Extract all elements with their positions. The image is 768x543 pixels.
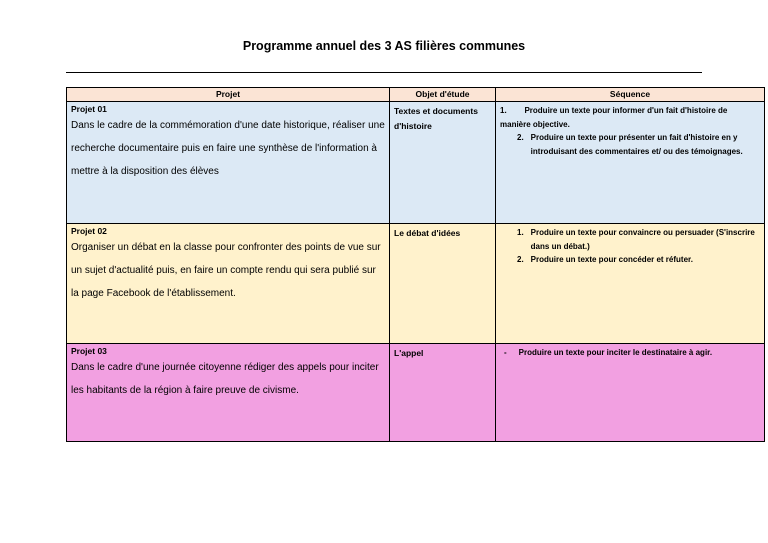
sequence-number: 1. — [517, 228, 524, 237]
header-row — [67, 88, 765, 102]
table-row — [67, 102, 765, 224]
sequence-cell — [496, 344, 765, 442]
sequence-number: 1. — [500, 106, 507, 115]
projet-label: Projet 02 — [71, 226, 107, 236]
sequence-number: 2. — [517, 133, 524, 142]
projet-description: Organiser un débat en la classe pour confronter des points de vue sur un sujet d'actualité puis, en faire un compte rendu qui sera publié sur la page Facebook de l'établissement. — [71, 242, 381, 299]
projet-cell — [67, 102, 390, 224]
projet-cell — [67, 344, 390, 442]
objet-cell — [390, 224, 496, 344]
document-title: Programme annuel des 3 AS filières communes — [242, 39, 526, 53]
sequence-text: Produire un texte pour convaincre ou persuader (S'inscrire dans un débat.) — [530, 228, 755, 251]
sequence-text: Produire un texte pour présenter un fait d'histoire en y introduisant des commentaires et/ ou des témoignages. — [530, 133, 743, 156]
header-sequence: Séquence — [496, 88, 765, 102]
projet-label: Projet 01 — [71, 104, 107, 114]
projet-description: Dans le cadre d'une journée citoyenne rédiger des appels pour inciter les habitants de la région à faire preuve de civisme. — [71, 362, 379, 396]
sequence-text: Produire un texte pour concéder et réfuter. — [530, 255, 693, 264]
sequence-text: Produire un texte pour inciter le destinataire à agir. — [518, 348, 713, 357]
table-row — [67, 344, 765, 442]
sequence-item — [500, 104, 760, 131]
sequence-item — [500, 346, 760, 360]
sequence-item — [500, 226, 760, 253]
header-projet: Projet — [67, 88, 390, 102]
sequence-item — [500, 253, 760, 267]
sequence-item — [500, 131, 760, 158]
programme-table — [66, 87, 765, 442]
horizontal-rule — [66, 72, 702, 73]
objet-text: Le débat d'idées — [394, 228, 461, 238]
objet-text: L'appel — [394, 348, 424, 358]
sequence-bullet: - — [504, 348, 507, 357]
sequence-cell — [496, 102, 765, 224]
sequence-text: Produire un texte pour informer d'un fait d'histoire de manière objective. — [500, 106, 728, 129]
objet-cell — [390, 344, 496, 442]
header-objet: Objet d'étude — [390, 88, 496, 102]
objet-text: Textes et documents d'histoire — [394, 106, 478, 131]
table-row — [67, 224, 765, 344]
projet-label: Projet 03 — [71, 346, 107, 356]
objet-cell — [390, 102, 496, 224]
sequence-number: 2. — [517, 255, 524, 264]
sequence-cell — [496, 224, 765, 344]
projet-cell — [67, 224, 390, 344]
projet-description: Dans le cadre de la commémoration d'une date historique, réaliser une recherche documentaire puis en faire une synthèse de l'information à mettre à la disposition des élèves — [71, 120, 385, 177]
